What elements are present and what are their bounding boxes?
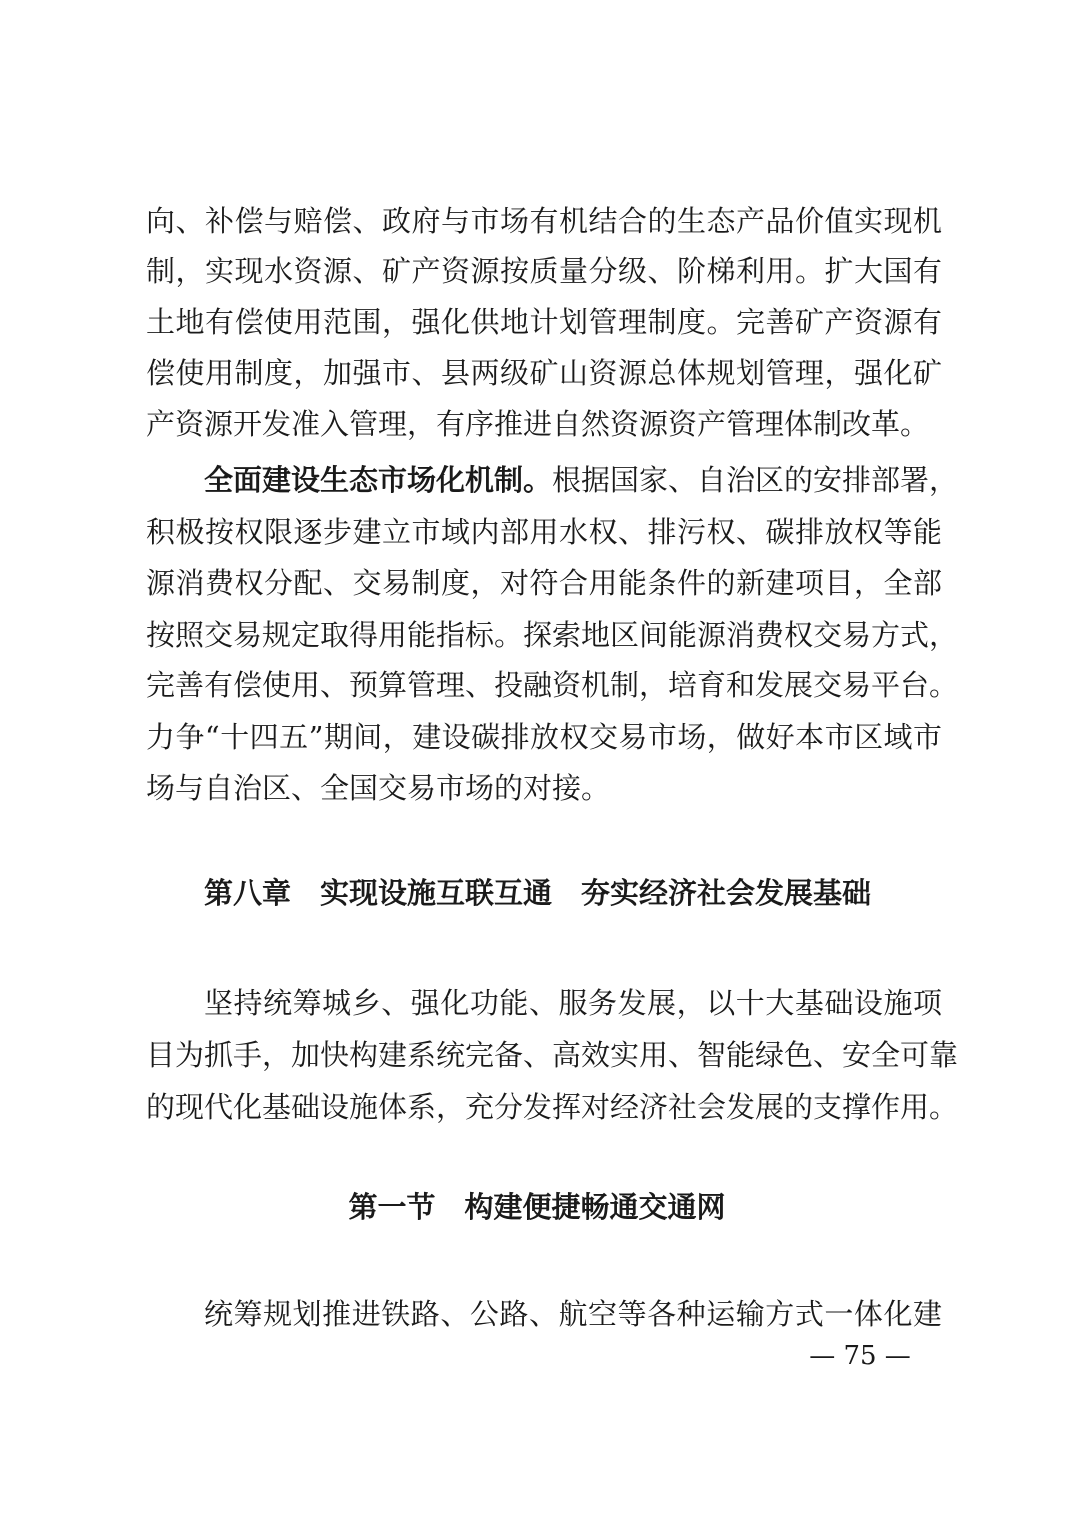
paragraph-line: 产资源开发准入管理，有序推进自然资源资产管理体制改革。: [146, 407, 930, 441]
paragraph-line: 坚持统筹城乡、强化功能、服务发展，以十大基础设施项: [204, 986, 942, 1020]
paragraph-line: 目为抓手，加快构建系统完备、高效实用、智能绿色、安全可靠: [146, 1038, 959, 1072]
paragraph-line: 积极按权限逐步建立市域内部用水权、排污权、碳排放权等能: [146, 515, 942, 549]
paragraph-line: 向、补偿与赔偿、政府与市场有机结合的生态产品价值实现机: [146, 204, 942, 238]
paragraph-lead-heading: 全面建设生态市场化机制。: [204, 463, 553, 497]
paragraph-line: 源消费权分配、交易制度，对符合用能条件的新建项目，全部: [146, 566, 942, 600]
paragraph-line: 力争“十四五”期间，建设碳排放权交易市场，做好本市区域市: [146, 720, 942, 754]
paragraph-line: 场与自治区、全国交易市场的对接。: [146, 771, 611, 805]
paragraph-line: 统筹规划推进铁路、公路、航空等各种运输方式一体化建: [204, 1297, 942, 1331]
paragraph-line: 完善有偿使用、预算管理、投融资机制，培育和发展交易平台。: [146, 668, 959, 702]
paragraph-line: 的现代化基础设施体系，充分发挥对经济社会发展的支撑作用。: [146, 1090, 959, 1124]
paragraph-line: 按照交易规定取得用能指标。探索地区间能源消费权交易方式，: [146, 618, 959, 652]
page-number: — 75 —: [809, 1341, 911, 1371]
paragraph-first-line: [204, 462, 959, 498]
paragraph-line: 制，实现水资源、矿产资源按质量分级、阶梯利用。扩大国有: [146, 254, 942, 288]
section-title: 第一节 构建便捷畅通交通网: [348, 1190, 726, 1224]
paragraph-line: 土地有偿使用范围，强化供地计划管理制度。完善矿产资源有: [146, 305, 942, 339]
paragraph-line: 偿使用制度，加强市、县两级矿山资源总体规划管理，强化矿: [146, 356, 942, 390]
paragraph-line-rest: 根据国家、自治区的安排部署，: [552, 463, 959, 497]
chapter-title: 第八章 实现设施互联互通 夯实经济社会发展基础: [204, 876, 872, 910]
